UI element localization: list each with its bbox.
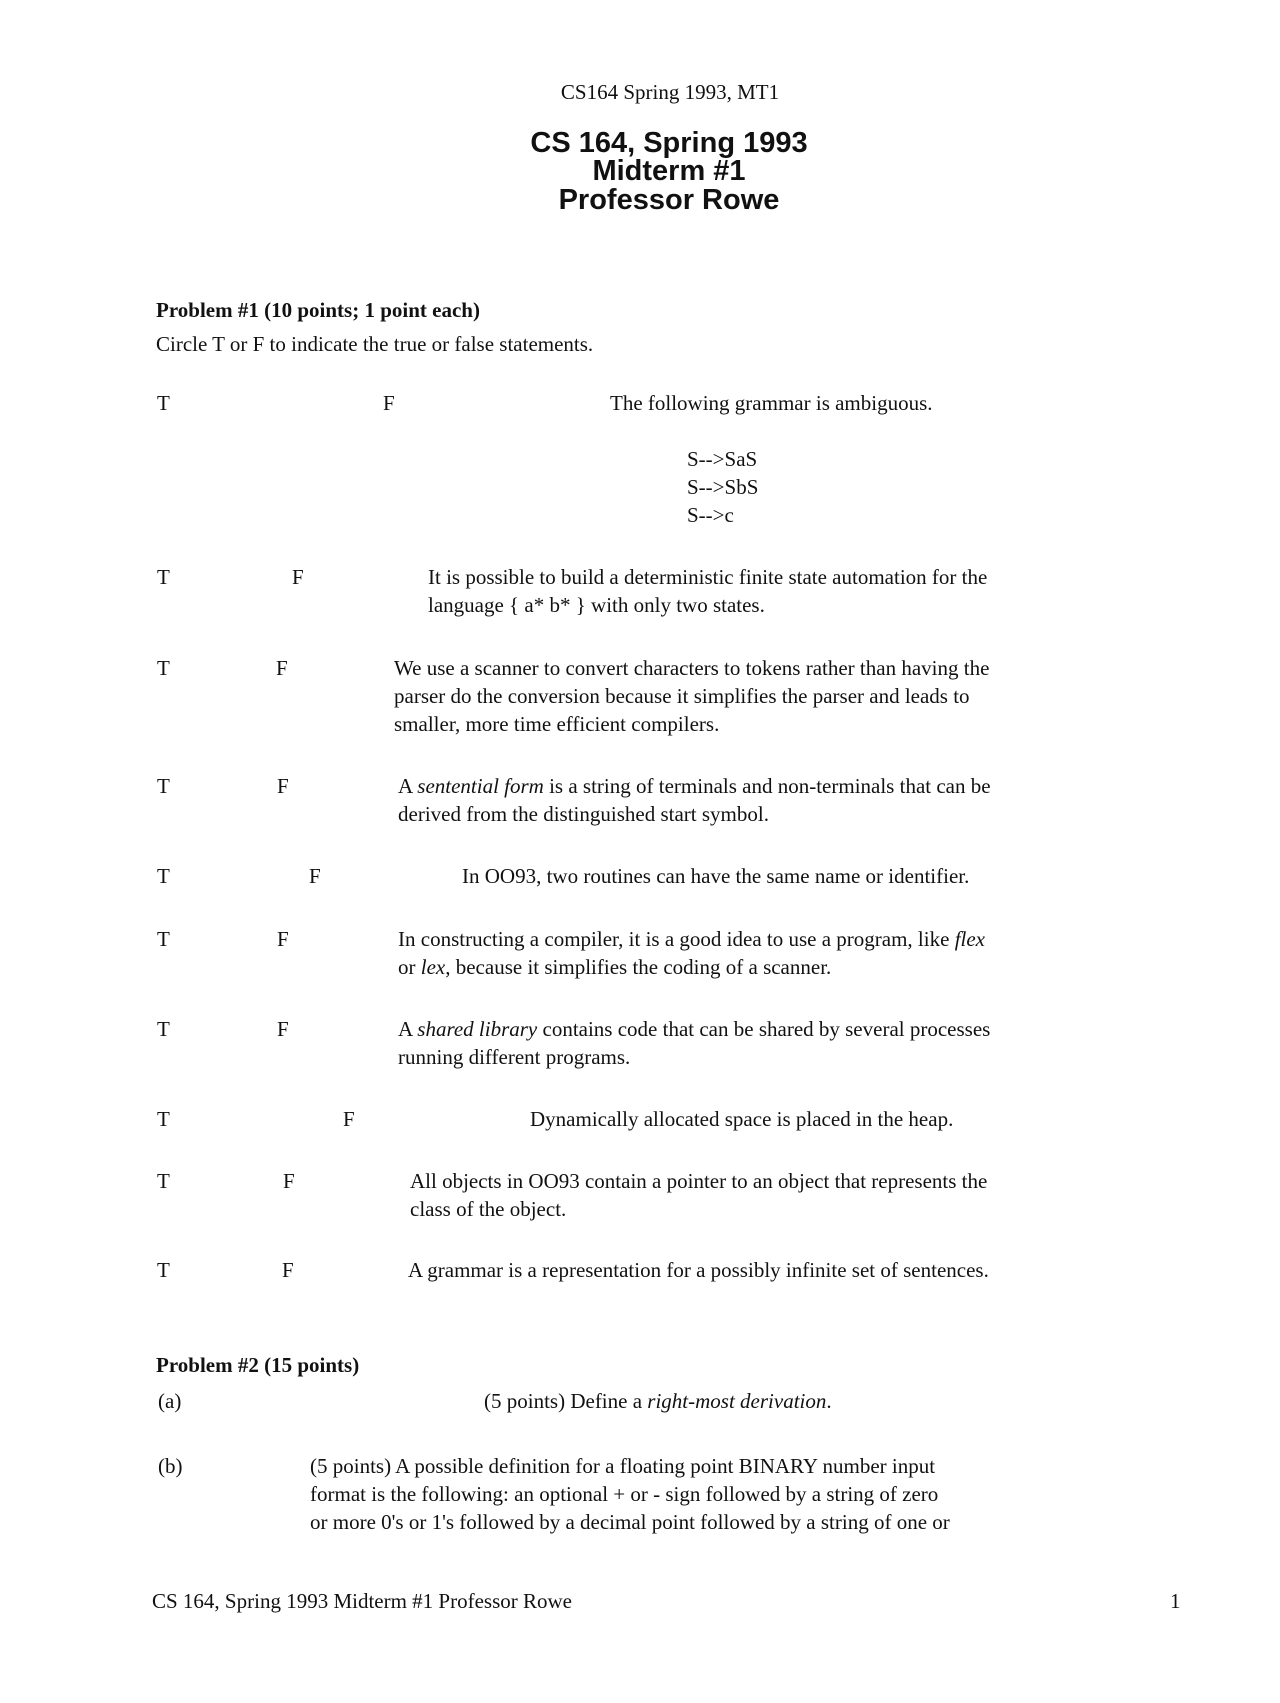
q2-false-option[interactable]: F [292, 565, 304, 589]
problem1-heading: Problem #1 (10 points; 1 point each) [156, 298, 480, 322]
q7-statement-line: running different programs. [398, 1045, 631, 1069]
q3-false-option[interactable]: F [276, 656, 288, 680]
q9-false-option[interactable]: F [283, 1169, 295, 1193]
q10-true-option[interactable]: T [157, 1258, 170, 1282]
q4-statement-line: A sentential form is a string of terminals and non-terminals that can be [398, 774, 991, 798]
q3-statement-line: parser do the conversion because it simplifies the parser and leads to [394, 684, 970, 708]
q4-statement-line: derived from the distinguished start symbol. [398, 802, 769, 826]
page-number: 1 [1170, 1589, 1181, 1613]
title-course: CS 164, Spring 1993 [530, 127, 808, 159]
q6-term-lex: lex [420, 955, 446, 979]
q3-statement-line: We use a scanner to convert characters to tokens rather than having the [394, 656, 990, 680]
q1-true-option[interactable]: T [157, 391, 170, 415]
problem2b-text-line: format is the following: an optional + or - sign followed by a string of zero [310, 1482, 939, 1506]
problem1-instruction: Circle T or F to indicate the true or false statements. [156, 332, 594, 356]
running-head: CS164 Spring 1993, MT1 [560, 80, 780, 104]
q8-statement: Dynamically allocated space is placed in the heap. [530, 1107, 954, 1131]
q7-true-option[interactable]: T [157, 1017, 170, 1041]
q10-false-option[interactable]: F [282, 1258, 294, 1282]
q2-statement-line: language { a* b* } with only two states. [428, 593, 765, 617]
q9-statement-line: class of the object. [410, 1197, 567, 1221]
problem2-heading: Problem #2 (15 points) [156, 1353, 360, 1377]
q9-true-option[interactable]: T [157, 1169, 170, 1193]
problem2b-text-line: or more 0's or 1's followed by a decimal point followed by a string of one or [310, 1510, 950, 1534]
q4-true-option[interactable]: T [157, 774, 170, 798]
problem2b-text-line: (5 points) A possible definition for a floating point BINARY number input [310, 1454, 936, 1478]
q2-true-option[interactable]: T [157, 565, 170, 589]
q6-term-flex: flex [954, 927, 985, 951]
q5-false-option[interactable]: F [309, 864, 321, 888]
q7-statement-line: A shared library contains code that can be shared by several processes [398, 1017, 991, 1041]
q10-statement: A grammar is a representation for a possibly infinite set of sentences. [408, 1258, 989, 1282]
q5-true-option[interactable]: T [157, 864, 170, 888]
q6-statement-line: or lex, because it simplifies the coding of a scanner. [398, 955, 832, 979]
problem2a-term: right-most derivation [647, 1389, 827, 1413]
q1-grammar-rule: S-->c [687, 503, 734, 527]
q7-false-option[interactable]: F [277, 1017, 289, 1041]
q1-grammar-rule: S-->SaS [687, 447, 758, 471]
q4-term: sentential form [417, 774, 544, 798]
q8-true-option[interactable]: T [157, 1107, 170, 1131]
q1-statement: The following grammar is ambiguous. [610, 391, 933, 415]
q5-statement: In OO93, two routines can have the same name or identifier. [462, 864, 970, 888]
q2-statement-line: It is possible to build a deterministic finite state automation for the [428, 565, 988, 589]
q7-term: shared library [417, 1017, 538, 1041]
q1-false-option[interactable]: F [383, 391, 395, 415]
q3-statement-line: smaller, more time efficient compilers. [394, 712, 720, 736]
title-exam: Midterm #1 [592, 155, 746, 187]
q6-false-option[interactable]: F [277, 927, 289, 951]
q6-true-option[interactable]: T [157, 927, 170, 951]
title-professor: Professor Rowe [558, 184, 780, 216]
q4-false-option[interactable]: F [277, 774, 289, 798]
problem2a-text: (5 points) Define a right-most derivation. [484, 1389, 832, 1413]
q8-false-option[interactable]: F [343, 1107, 355, 1131]
q3-true-option[interactable]: T [157, 656, 170, 680]
q6-statement-line: In constructing a compiler, it is a good idea to use a program, like flex [398, 927, 985, 951]
q1-grammar-rule: S-->SbS [687, 475, 759, 499]
problem2a-label: (a) [158, 1389, 182, 1413]
footer-text: CS 164, Spring 1993 Midterm #1 Professor Rowe [152, 1589, 572, 1613]
problem2b-label: (b) [158, 1454, 183, 1478]
q9-statement-line: All objects in OO93 contain a pointer to an object that represents the [410, 1169, 988, 1193]
